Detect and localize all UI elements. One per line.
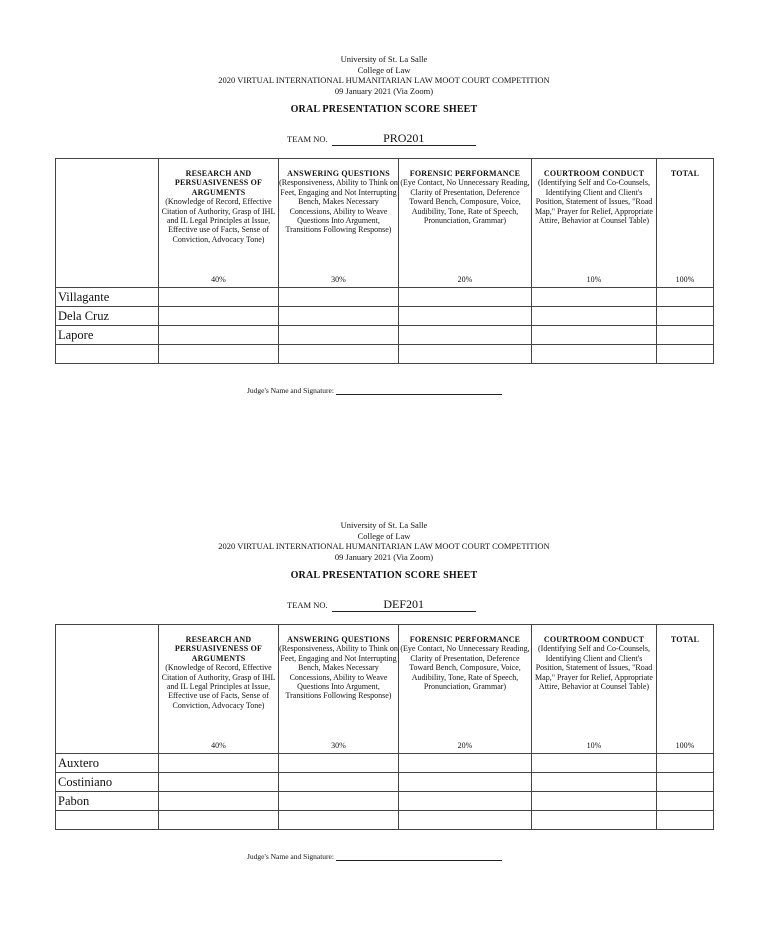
score-cell-research[interactable] [159,754,279,773]
signature-label: Judge's Name and Signature: [247,386,334,395]
participant-row [56,773,714,792]
score-cell-forensic[interactable] [399,754,532,773]
criterion-heading: COURTROOM CONDUCT [543,169,645,178]
score-cell-research[interactable] [159,345,279,364]
score-cell-forensic[interactable] [399,326,532,345]
score-cell-courtroom[interactable] [532,811,657,830]
participant-row [56,288,714,307]
score-cell-forensic[interactable] [399,792,532,811]
participant-row [56,811,714,830]
competition-name: 2020 VIRTUAL INTERNATIONAL HUMANITARIAN LAW MOOT COURT COMPETITION [218,75,550,85]
criterion-forensic [399,625,532,754]
criterion-heading: COURTROOM CONDUCT [543,635,645,644]
event-date: 09 January 2021 (Via Zoom) [334,85,434,96]
score-cell-total[interactable] [657,792,714,811]
college-name: College of Law [357,530,411,541]
criterion-description: (Responsiveness, Ability to Think on Feet, Engaging and Not Interrupting Bench, Makes Necessary Concessions, Ability to Weave Questions Into Argument, Transitions Following Response) [279,178,398,235]
criterion-weight: 100% [675,740,695,750]
sheet-title: ORAL PRESENTATION SCORE SHEET [290,570,478,581]
sheet-title: ORAL PRESENTATION SCORE SHEET [290,104,478,115]
participant-name: Dela Cruz [56,307,159,326]
score-cell-courtroom[interactable] [532,792,657,811]
score-cell-answering[interactable] [279,811,399,830]
participant-row [56,345,714,364]
score-cell-forensic[interactable] [399,345,532,364]
criterion-research [159,159,279,288]
score-cell-research[interactable] [159,811,279,830]
criterion-courtroom [532,625,657,754]
criterion-total [657,625,714,754]
score-cell-forensic[interactable] [399,773,532,792]
event-date: 09 January 2021 (Via Zoom) [334,551,434,562]
criterion-weight: 10% [586,274,602,284]
score-cell-forensic[interactable] [399,288,532,307]
score-cell-answering[interactable] [279,307,399,326]
criterion-description: (Knowledge of Record, Effective Citation of Authority, Grasp of IHL and IL Legal Principles at Issue, Effective use of Facts, Sense of Conviction, Advocacy Tone) [161,197,276,244]
college-name: College of Law [357,64,411,75]
criterion-weight: 30% [331,274,346,284]
criterion-description: (Knowledge of Record, Effective Citation of Authority, Grasp of IHL and IL Legal Principles at Issue, Effective use of Facts, Sense of Conviction, Advocacy Tone) [161,663,276,710]
criterion-weight: 20% [457,740,473,750]
signature-label: Judge's Name and Signature: [247,852,334,861]
criterion-research [159,625,279,754]
criterion-description: (Eye Contact, No Unnecessary Reading, Clarity of Presentation, Deference Toward Bench, Composure, Voice, Audibility, Tone, Rate of Speech, Pronunciation, Grammar) [400,178,530,226]
score-cell-total[interactable] [657,307,714,326]
score-cell-total[interactable] [657,773,714,792]
criterion-description: (Responsiveness, Ability to Think on Feet, Engaging and Not Interrupting Bench, Makes Necessary Concessions, Ability to Weave Questions Into Argument, Transitions Following Response) [279,644,398,701]
participant-name: Auxtero [56,754,159,773]
participant-name [56,345,159,364]
criterion-weight: 100% [675,274,695,284]
sheet-header [0,520,768,582]
criterion-weight: 20% [457,274,473,284]
score-cell-courtroom[interactable] [532,326,657,345]
competition-name: 2020 VIRTUAL INTERNATIONAL HUMANITARIAN LAW MOOT COURT COMPETITION [218,541,550,551]
criterion-weight: 10% [586,740,602,750]
judge-signature-line [247,852,502,861]
criterion-weight: 30% [331,740,346,750]
criterion-courtroom [532,159,657,288]
criteria-header-row [56,159,714,288]
score-cell-answering[interactable] [279,754,399,773]
university-name: University of St. La Salle [340,520,428,530]
participant-row [56,307,714,326]
score-cell-total[interactable] [657,326,714,345]
participant-name: Costiniano [56,773,159,792]
score-cell-research[interactable] [159,307,279,326]
criterion-weight: 40% [211,274,226,284]
participant-name: Lapore [56,326,159,345]
team-number-line [287,132,476,146]
criterion-heading: ANSWERING QUESTIONS [287,169,390,178]
score-cell-research[interactable] [159,288,279,307]
criterion-description: (Identifying Self and Co-Counsels, Identifying Client and Client's Position, Statement of Issues, "Road Map," Prayer for Relief, Appropriate Attire, Behavior at Counsel Table) [535,178,653,226]
blank-header-cell [56,159,159,288]
score-cell-courtroom[interactable] [532,345,657,364]
participant-name: Pabon [56,792,159,811]
signature-field[interactable] [336,852,502,861]
signature-field[interactable] [336,386,502,395]
criterion-heading: FORENSIC PERFORMANCE [409,169,521,178]
score-cell-courtroom[interactable] [532,288,657,307]
criterion-heading: TOTAL [670,169,700,178]
criterion-total [657,159,714,288]
judge-signature-line [247,386,502,395]
criterion-forensic [399,159,532,288]
score-cell-answering[interactable] [279,288,399,307]
score-cell-courtroom[interactable] [532,307,657,326]
criteria-header-row [56,625,714,754]
score-cell-total[interactable] [657,345,714,364]
score-cell-research[interactable] [159,792,279,811]
criterion-description: (Eye Contact, No Unnecessary Reading, Clarity of Presentation, Deference Toward Bench, Composure, Voice, Audibility, Tone, Rate of Speech, Pronunciation, Grammar) [400,644,530,692]
participant-name [56,811,159,830]
score-cell-total[interactable] [657,288,714,307]
criterion-answering [279,159,399,288]
score-cell-courtroom[interactable] [532,773,657,792]
score-cell-answering[interactable] [279,773,399,792]
score-table [55,624,714,830]
score-cell-forensic[interactable] [399,307,532,326]
score-cell-courtroom[interactable] [532,754,657,773]
score-cell-total[interactable] [657,811,714,830]
participant-row [56,754,714,773]
score-cell-answering[interactable] [279,326,399,345]
criterion-heading: RESEARCH AND PERSUASIVENESS OF ARGUMENTS [174,635,263,663]
criterion-answering [279,625,399,754]
blank-header-cell [56,625,159,754]
score-cell-answering[interactable] [279,345,399,364]
criterion-heading: TOTAL [670,635,700,644]
university-name: University of St. La Salle [340,54,428,64]
criterion-weight: 40% [211,740,226,750]
team-number-field[interactable]: DEF201 [332,598,476,612]
criterion-description: (Identifying Self and Co-Counsels, Identifying Client and Client's Position, Statement of Issues, "Road Map," Prayer for Relief, Appropriate Attire, Behavior at Counsel Table) [535,644,653,692]
sheet-header [0,54,768,116]
score-cell-research[interactable] [159,773,279,792]
criterion-heading: ANSWERING QUESTIONS [287,635,390,644]
team-number-line [287,598,476,612]
participant-row [56,792,714,811]
score-cell-answering[interactable] [279,792,399,811]
criterion-heading: FORENSIC PERFORMANCE [409,635,521,644]
score-cell-research[interactable] [159,326,279,345]
participant-row [56,326,714,345]
team-number-field[interactable]: PRO201 [332,132,476,146]
participant-name: Villagante [56,288,159,307]
score-cell-forensic[interactable] [399,811,532,830]
score-cell-total[interactable] [657,754,714,773]
criterion-heading: RESEARCH AND PERSUASIVENESS OF ARGUMENTS [174,169,263,197]
team-label: TEAM NO. [287,600,328,610]
team-label: TEAM NO. [287,134,328,144]
score-table [55,158,714,364]
